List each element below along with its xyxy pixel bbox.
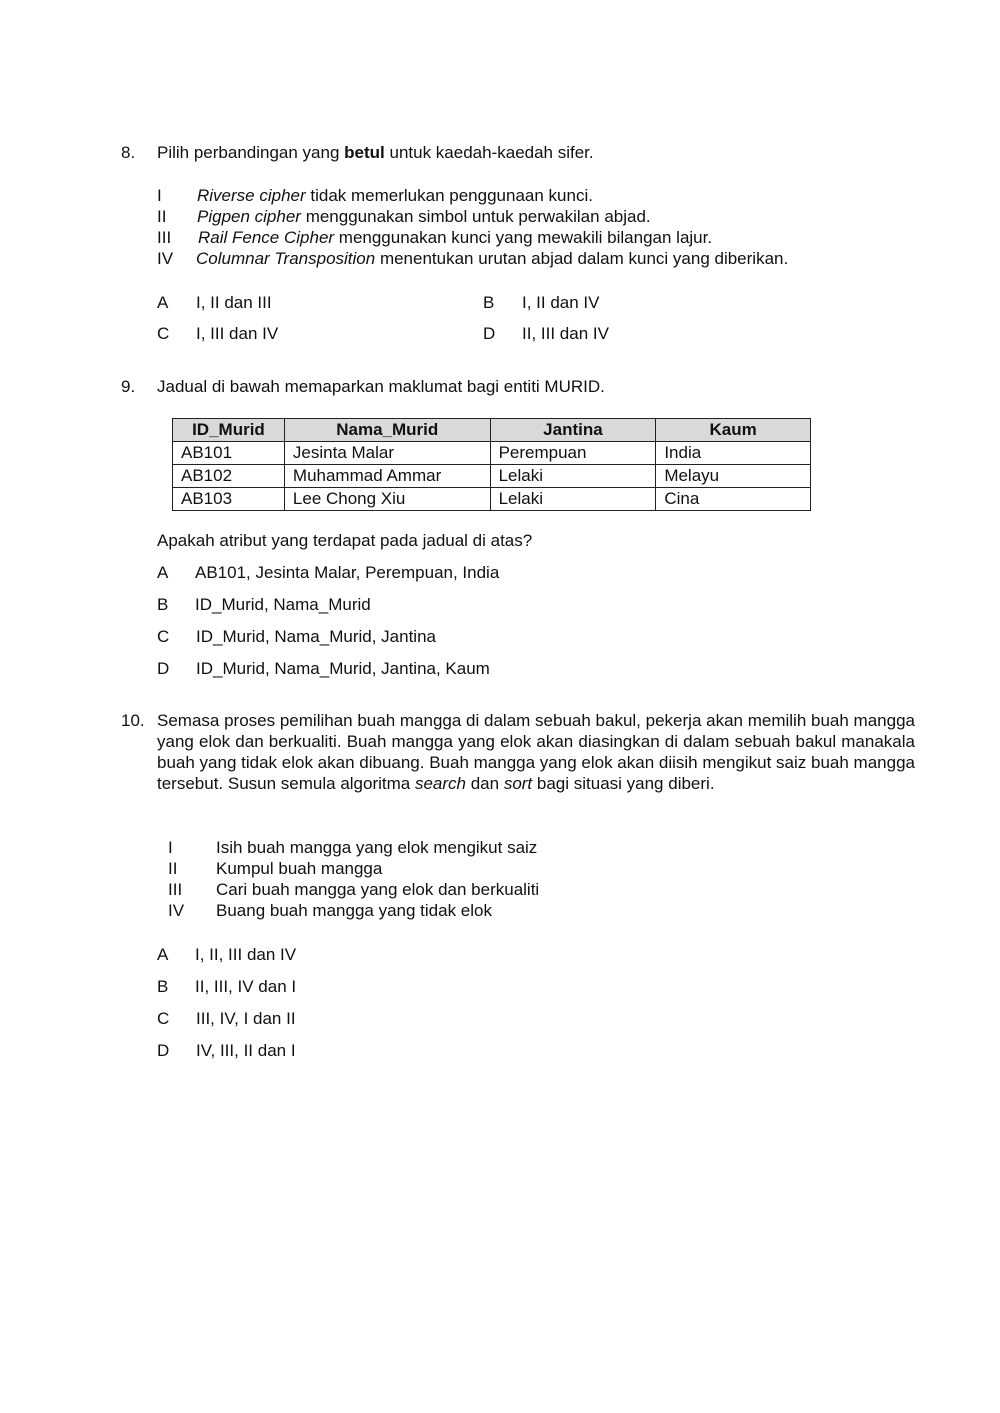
question-prompt: Apakah atribut yang terdapat pada jadual di atas? <box>157 531 533 550</box>
murid-table <box>172 418 811 511</box>
step-roman: IV <box>168 901 185 920</box>
table-cell: Cina <box>656 488 811 511</box>
option-text-d[interactable]: ID_Murid, Nama_Murid, Jantina, Kaum <box>196 659 490 678</box>
table-cell: AB103 <box>173 488 285 511</box>
option-text-a[interactable]: AB101, Jesinta Malar, Perempuan, India <box>195 563 500 582</box>
question-stem: Jadual di bawah memaparkan maklumat bagi entiti MURID. <box>157 377 605 396</box>
statement-roman: IV <box>157 249 174 268</box>
option-text-a[interactable]: I, II dan III <box>196 293 272 312</box>
option-text-c[interactable]: I, III dan IV <box>196 324 279 343</box>
table-cell: Jesinta Malar <box>284 442 490 465</box>
column-header: ID_Murid <box>173 419 285 442</box>
step-text: Isih buah mangga yang elok mengikut saiz <box>216 838 538 857</box>
table-cell: Perempuan <box>490 442 656 465</box>
question-stem: Pilih perbandingan yang betul untuk kaedah-kaedah sifer. <box>157 143 594 162</box>
statement-roman: I <box>157 186 162 205</box>
table-cell: Lelaki <box>490 488 656 511</box>
option-text-b[interactable]: ID_Murid, Nama_Murid <box>195 595 371 614</box>
table-cell: Lee Chong Xiu <box>284 488 490 511</box>
option-letter-a[interactable]: A <box>157 945 169 964</box>
step-text: Cari buah mangga yang elok dan berkualiti <box>216 880 540 899</box>
statement-text: Riverse cipher tidak memerlukan penggunaan kunci. <box>197 186 593 205</box>
option-letter-d[interactable]: D <box>157 659 170 678</box>
option-text-d[interactable]: IV, III, II dan I <box>196 1041 296 1060</box>
statement-text: Pigpen cipher menggunakan simbol untuk perwakilan abjad. <box>197 207 651 226</box>
option-letter-b[interactable]: B <box>483 293 495 312</box>
column-header: Jantina <box>490 419 656 442</box>
option-text-c[interactable]: III, IV, I dan II <box>196 1009 296 1028</box>
table-row <box>173 488 811 511</box>
question-number: 8. <box>121 143 136 162</box>
table-row <box>173 465 811 488</box>
option-letter-d[interactable]: D <box>157 1041 170 1060</box>
table-cell: Lelaki <box>490 465 656 488</box>
option-letter-d[interactable]: D <box>483 324 496 343</box>
option-text-a[interactable]: I, II, III dan IV <box>195 945 297 964</box>
column-header: Nama_Murid <box>284 419 490 442</box>
question-number: 9. <box>121 377 136 396</box>
table-cell: Muhammad Ammar <box>284 465 490 488</box>
option-text-b[interactable]: II, III, IV dan I <box>195 977 297 996</box>
option-text-c[interactable]: ID_Murid, Nama_Murid, Jantina <box>196 627 436 646</box>
option-letter-a[interactable]: A <box>157 563 169 582</box>
table-cell: AB102 <box>173 465 285 488</box>
table-row <box>173 442 811 465</box>
statement-roman: III <box>157 228 172 247</box>
option-letter-a[interactable]: A <box>157 293 169 312</box>
question-number: 10. <box>121 711 145 730</box>
statement-text: Rail Fence Cipher menggunakan kunci yang mewakili bilangan lajur. <box>198 228 713 247</box>
option-letter-b[interactable]: B <box>157 977 169 996</box>
table-cell: Melayu <box>656 465 811 488</box>
step-text: Buang buah mangga yang tidak elok <box>216 901 492 920</box>
question-paragraph: Semasa proses pemilihan buah mangga di dalam sebuah bakul, pekerja akan memilih buah mangga yang elok dan berkualiti. Buah mangga yang elok akan diasingkan di dalam sebuah bakul manakala buah yang tidak elok akan dibuang. Buah mangga yang elok akan diisih mengikut saiz buah mangga tersebut. Susun semula algoritma search dan sort bagi situasi yang diberi. <box>157 711 915 793</box>
column-header: Kaum <box>656 419 811 442</box>
step-text: Kumpul buah mangga <box>216 859 383 878</box>
option-text-d[interactable]: II, III dan IV <box>522 324 609 343</box>
step-roman: I <box>168 838 173 857</box>
step-roman: III <box>168 880 183 899</box>
option-text-b[interactable]: I, II dan IV <box>522 293 600 312</box>
table-header-row <box>173 419 811 442</box>
option-letter-c[interactable]: C <box>157 1009 170 1028</box>
option-letter-c[interactable]: C <box>157 324 170 343</box>
statement-roman: II <box>157 207 167 226</box>
step-roman: II <box>168 859 178 878</box>
option-letter-c[interactable]: C <box>157 627 170 646</box>
table-cell: AB101 <box>173 442 285 465</box>
table-cell: India <box>656 442 811 465</box>
statement-text: Columnar Transposition menentukan urutan abjad dalam kunci yang diberikan. <box>196 249 789 268</box>
option-letter-b[interactable]: B <box>157 595 169 614</box>
